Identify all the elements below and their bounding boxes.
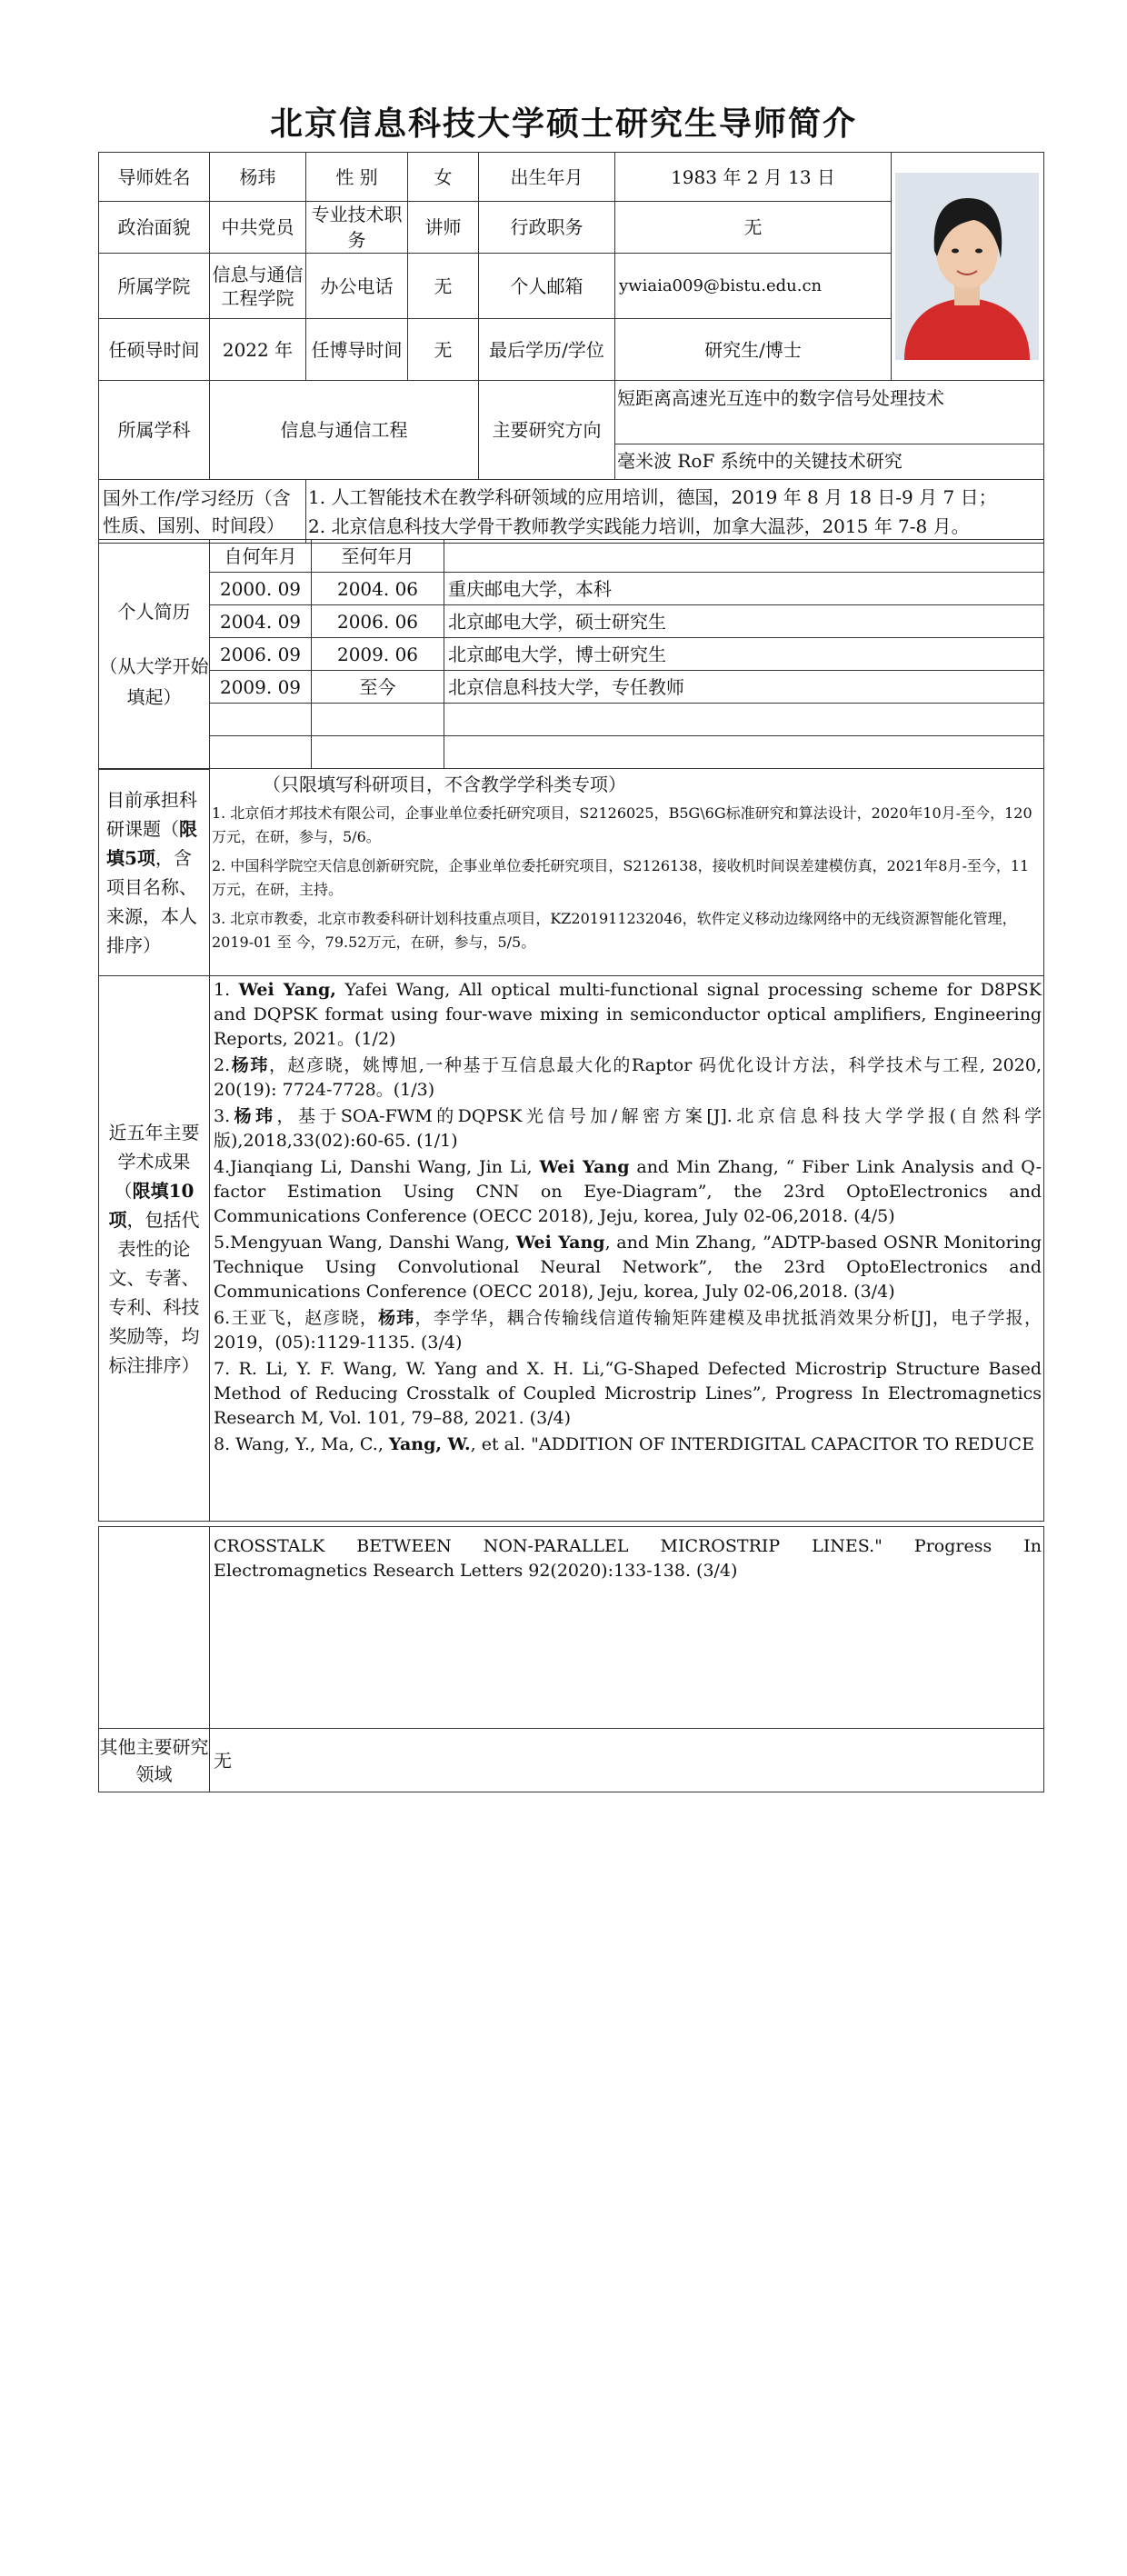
value-birth: 1983 年 2 月 13 日 bbox=[615, 153, 892, 202]
pub-item: 8. Wang, Y., Ma, C., Yang, W., et al. "ADDITION OF INTERDIGITAL CAPACITOR TO REDUCE bbox=[214, 1434, 1034, 1454]
label-title: 专业技术职务 bbox=[306, 202, 408, 254]
publications-table bbox=[98, 975, 1044, 1522]
label-birth: 出生年月 bbox=[479, 153, 615, 202]
pub-item: 3.杨玮，基于SOA-FWM的DQPSK光信号加/解密方案[J].北京信息科技大学学报(自然科学版),2018,33(02):60-65. (1/1) bbox=[214, 1106, 1042, 1151]
overseas-item-2: 2. 北京信息科技大学骨干教师教学实践能力培训，加拿大温莎，2015 年 7-8 月。 bbox=[308, 514, 970, 537]
resume-to: 至今 bbox=[312, 671, 444, 704]
photo-cell bbox=[892, 153, 1044, 381]
value-master-since: 2022 年 bbox=[210, 319, 306, 381]
profile-table bbox=[98, 152, 1044, 544]
label-research: 主要研究方向 bbox=[479, 381, 615, 480]
label-admin: 行政职务 bbox=[479, 202, 615, 254]
label-degree: 最后学历/学位 bbox=[479, 319, 615, 381]
value-discipline: 信息与通信工程 bbox=[210, 381, 479, 480]
label-discipline: 所属学科 bbox=[99, 381, 210, 480]
value-email: ywiaia009@bistu.edu.cn bbox=[615, 254, 892, 319]
value-school: 信息与通信工程学院 bbox=[210, 254, 306, 319]
project-item: 3. 北京市教委，北京市教委科研计划科技重点项目，KZ201911232046，软件定义移动边缘网络中的无线资源智能化管理，2019-01 至 今，79.52万元，在研，参与，5/5。 bbox=[212, 910, 1017, 951]
pubs-label-a: 近五年主要学术成果（ bbox=[108, 1121, 200, 1202]
projects-label-a: 目前承担科研课题（ bbox=[106, 788, 197, 840]
label-resume bbox=[99, 540, 210, 770]
value-title: 讲师 bbox=[408, 202, 479, 254]
continuation-table bbox=[98, 1526, 1044, 1792]
pub-item: 6.王亚飞，赵彦晓，杨玮，李学华，耦合传输线信道传输矩阵建模及串扰抵消效果分析[J]，电子学报，2019，(05):1129-1135. (3/4) bbox=[214, 1308, 1042, 1353]
resume-desc: 北京邮电大学，硕士研究生 bbox=[444, 605, 1044, 638]
resume-to: 2004. 06 bbox=[312, 573, 444, 605]
value-research bbox=[615, 381, 1044, 480]
resume-row-empty bbox=[99, 736, 1044, 769]
value-degree: 研究生/博士 bbox=[615, 319, 892, 381]
label-phd-since: 任博导时间 bbox=[306, 319, 408, 381]
pub-item: 2.杨玮，赵彦晓，姚博旭,一种基于互信息最大化的Raptor 码优化设计方法，科学技术与工程, 2020, 20(19): 7724-7728。(1/3) bbox=[214, 1055, 1042, 1100]
resume-col-desc bbox=[444, 540, 1044, 573]
value-pubs bbox=[210, 976, 1044, 1522]
research-direction-2: 毫米波 RoF 系统中的关键技术研究 bbox=[617, 450, 903, 472]
portrait-image bbox=[895, 173, 1039, 360]
pub-item: 7. R. Li, Y. F. Wang, W. Yang and X. H. Li,“G-Shaped Defected Microstrip Structure Based Method of Reducing Crosstalk of Coupled Microstrip Lines”, Progress In Electromagnetics Research M, Vol. 101, 79–88, 2021. (3/4) bbox=[214, 1359, 1042, 1428]
label-overseas: 国外工作/学习经历（含性质、国别、时间段） bbox=[99, 480, 306, 544]
pub-item: 4.Jianqiang Li, Danshi Wang, Jin Li, Wei Yang and Min Zhang, “ Fiber Link Analysis and Q-factor Estimation Using CNN on Eye-Diagram”, the 23rd OptoElectronics and Communications Conference (OECC 2018), Jeju, korea, July 02-06,2018. (4/5) bbox=[214, 1157, 1042, 1226]
resume-col-from: 自何年月 bbox=[210, 540, 312, 573]
resume-from: 2006. 09 bbox=[210, 638, 312, 671]
value-phone: 无 bbox=[408, 254, 479, 319]
project-item: 1. 北京佰才邦技术有限公司，企事业单位委托研究项目，S2126025，B5G\6G标准研究和算法设计，2020年10月-至今，120万元，在研，参与，5/6。 bbox=[212, 804, 1032, 845]
page-title: 北京信息科技大学硕士研究生导师简介 bbox=[269, 105, 857, 143]
resume-col-to: 至何年月 bbox=[312, 540, 444, 573]
overseas-item-1: 1. 人工智能技术在教学科研领域的应用培训，德国，2019 年 8 月 18 日-9 月 7 日； bbox=[308, 485, 997, 508]
label-name: 导师姓名 bbox=[99, 153, 210, 202]
resume-desc: 重庆邮电大学，本科 bbox=[444, 573, 1044, 605]
research-direction-1: 短距离高速光互连中的数字信号处理技术 bbox=[615, 381, 1043, 444]
label-school: 所属学院 bbox=[99, 254, 210, 319]
pubs-label-limit: 限填10项 bbox=[108, 1179, 194, 1231]
label-email: 个人邮箱 bbox=[479, 254, 615, 319]
resume-row bbox=[99, 605, 1044, 638]
resume-from: 2004. 09 bbox=[210, 605, 312, 638]
resume-note: （从大学开始填起） bbox=[99, 654, 209, 708]
resume-desc: 北京邮电大学，博士研究生 bbox=[444, 638, 1044, 671]
resume-label: 个人简历 bbox=[117, 600, 191, 623]
value-admin: 无 bbox=[615, 202, 892, 254]
resume-from: 2000. 09 bbox=[210, 573, 312, 605]
resume-desc: 北京信息科技大学，专任教师 bbox=[444, 671, 1044, 704]
resume-row bbox=[99, 638, 1044, 671]
continuation-label-empty bbox=[99, 1527, 210, 1729]
project-item: 2. 中国科学院空天信息创新研究院，企事业单位委托研究项目，S2126138，接收机时间误差建模仿真，2021年8月-至今，11万元，在研，主持。 bbox=[212, 857, 1030, 898]
projects-label-limit: 限填5项 bbox=[106, 817, 197, 869]
projects-table bbox=[98, 768, 1044, 976]
label-politics: 政治面貌 bbox=[99, 202, 210, 254]
value-overseas bbox=[306, 480, 1044, 544]
resume-row bbox=[99, 671, 1044, 704]
portrait-photo bbox=[895, 173, 1039, 360]
resume-row-empty bbox=[99, 704, 1044, 736]
label-phone: 办公电话 bbox=[306, 254, 408, 319]
label-gender: 性 别 bbox=[306, 153, 408, 202]
label-master-since: 任硕导时间 bbox=[99, 319, 210, 381]
label-projects bbox=[99, 769, 210, 976]
projects-label-c: ，含项目名称、来源，本人排序） bbox=[106, 846, 197, 956]
value-projects bbox=[210, 769, 1044, 976]
resume-table bbox=[98, 539, 1044, 770]
value-name: 杨玮 bbox=[210, 153, 306, 202]
value-politics: 中共党员 bbox=[210, 202, 306, 254]
value-gender: 女 bbox=[408, 153, 479, 202]
value-other: 无 bbox=[210, 1729, 1044, 1792]
resume-row bbox=[99, 573, 1044, 605]
label-pubs bbox=[99, 976, 210, 1522]
label-other: 其他主要研究领域 bbox=[99, 1729, 210, 1792]
projects-note: （只限填写科研项目，不含教学学科类专项） bbox=[263, 774, 626, 795]
resume-from: 2009. 09 bbox=[210, 671, 312, 704]
resume-to: 2009. 06 bbox=[312, 638, 444, 671]
pub-item: 1. Wei Yang, Yafei Wang, All optical multi-functional signal processing scheme for D8PSK and DQPSK format using four-wave mixing in semiconductor optical amplifiers, Engineering Reports, 2021。(1/2) bbox=[214, 980, 1042, 1049]
pubs-continued: CROSSTALK BETWEEN NON-PARALLEL MICROSTRIP LINES." Progress In Electromagnetics Research Letters 92(2020):133-138. (3/4) bbox=[210, 1527, 1044, 1729]
value-phd-since: 无 bbox=[408, 319, 479, 381]
pub-item: 5.Mengyuan Wang, Danshi Wang, Wei Yang, and Min Zhang, ”ADTP-based OSNR Monitoring Technique Using Convolutional Neural Network”, the 23rd OptoElectronics and Communications Conference (OECC 2018), Jeju, korea, July 02-06,2018. (3/4) bbox=[214, 1233, 1042, 1302]
resume-to: 2006. 06 bbox=[312, 605, 444, 638]
pubs-label-c: ，包括代表性的论文、专著、专利、科技奖励等，均标注排序） bbox=[108, 1208, 200, 1376]
